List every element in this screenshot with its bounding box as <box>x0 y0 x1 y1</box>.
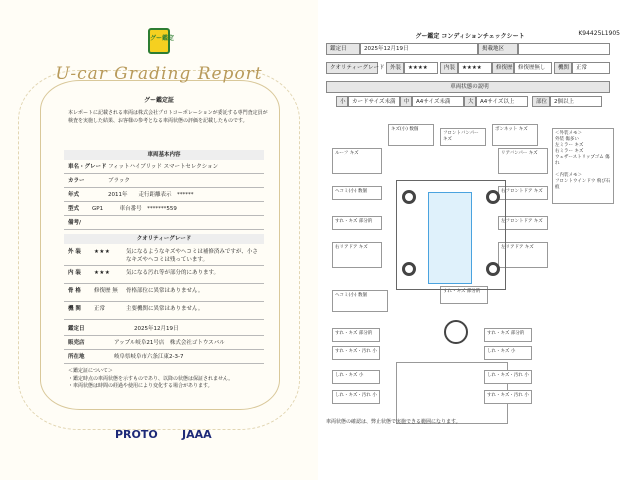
repair-status: 修復歴 無 <box>94 288 118 294</box>
row-value: GP1 車台番号 *******559 <box>92 206 177 212</box>
address-value: 岐阜県岐阜市六条江東2-3-7 <box>114 354 184 360</box>
size-s: 小 <box>336 96 348 107</box>
footer-notes: ＜鑑定証について＞ ・鑑定時点の車両状態を示すものであり、以降の状態は保証されません。 ・車両状態は時間の経過や使用により変化する場合があります。 <box>68 368 234 389</box>
star-rating: ★★★ <box>94 249 111 255</box>
row-value: フィットハイブリッド スマートセレクション <box>108 164 219 170</box>
parts-label: 部位 <box>532 96 550 107</box>
interior-note: しれ・キズ・汚れ 小 <box>332 390 380 404</box>
damage-note: すれ・キズ 部分的 <box>332 216 382 230</box>
engine-value: 正常 <box>572 62 610 74</box>
q-desc: 主要機関に異常はありません。 <box>126 306 204 312</box>
size-l: 大 <box>464 96 476 107</box>
date-label: 鑑定日 <box>68 326 85 332</box>
q-key: 外 装 <box>68 249 81 255</box>
int-label: 内装 <box>440 62 458 74</box>
row-shop <box>64 336 264 350</box>
engine-label: 機関 <box>554 62 572 74</box>
row-key: 型式 <box>68 206 80 212</box>
damage-note: フロントバンパー キズ <box>440 128 486 146</box>
damage-note: 右フロントドア キズ <box>498 186 548 200</box>
damage-note: ヘコミ(小) 数個 <box>332 186 382 200</box>
row-value: ブラック <box>108 178 130 184</box>
quality-frame <box>64 284 264 302</box>
area-value <box>518 43 610 55</box>
wheel-icon <box>486 190 500 204</box>
damage-note: 右リアドア キズ <box>332 242 382 268</box>
repair-label: 修復歴 <box>492 62 514 74</box>
row-value: 2011年 走行距離表示 ****** <box>108 192 194 198</box>
proto-logo: PROTO <box>115 428 158 441</box>
repair-value: 修復歴無し <box>514 62 552 74</box>
jaaa-logo: JAAA <box>182 428 212 441</box>
damage-note: ルーフ キズ <box>332 148 382 174</box>
area-label: 掲載地区 <box>478 43 518 55</box>
q-desc: 気になるようなキズやへコミは補修済みですが、小さなキズやヘコミは残っています。 <box>126 249 258 263</box>
int-stars: ★★★★ <box>458 62 492 74</box>
size-m: 中 <box>400 96 412 107</box>
report-subtitle: グー鑑定証 <box>143 97 174 104</box>
steering-wheel-icon <box>444 320 468 344</box>
condition-check-sheet <box>320 20 620 460</box>
q-key: 骨 格 <box>68 288 81 294</box>
q-desc: 骨格部位に異常はありません。 <box>126 288 204 294</box>
report-title: U-car Grading Report <box>55 64 263 84</box>
date-value: 2025年12月19日 <box>360 43 478 55</box>
intro-text: 本レポートに記載される車両は株式会社プロトコーポレーションが委託する専門査定員が検査を実施した結果、お客様の参考となる車両状態の評価を記載したものです。 <box>68 110 268 124</box>
wheel-icon <box>402 262 416 276</box>
engine-status: 正常 <box>94 306 106 312</box>
damage-note: ヘコミ(小) 数個 <box>332 290 388 312</box>
row-key: 年式 <box>68 192 80 198</box>
explain-header: 車両状態の説明 <box>326 81 610 93</box>
interior-note: すれ・キズ 部分的 <box>332 328 380 342</box>
shop-value: アップル岐阜21号店 株式会社ゴトウスバル <box>114 340 225 346</box>
size-m-desc: A4サイズ未満 <box>412 96 464 107</box>
size-s-desc: カードサイズ未満 <box>348 96 400 107</box>
row-year <box>64 188 264 202</box>
date-label: 鑑定日 <box>326 43 360 55</box>
grading-report-panel <box>0 0 318 480</box>
section-vehicle: 車両基本内容 <box>64 150 264 160</box>
date-value: 2025年12月19日 <box>134 326 179 332</box>
quality-engine <box>64 302 264 320</box>
sheet-header: グー鑑定 コンディションチェックシート <box>415 33 525 40</box>
section-quality: クオリティーグレード <box>64 234 264 244</box>
damage-note: 左リアドア キズ <box>498 242 548 268</box>
interior-note: すれ・キズ・汚れ 小 <box>332 346 380 360</box>
doc-number: K94425L1905 <box>578 30 620 37</box>
q-key: 機 関 <box>68 306 81 312</box>
row-key: 備考/ <box>68 220 82 226</box>
quality-exterior <box>64 246 264 266</box>
row-key: 車名・グレード <box>68 164 107 170</box>
row-model <box>64 202 264 216</box>
ext-stars: ★★★★ <box>404 62 438 74</box>
star-rating: ★★★ <box>94 270 111 276</box>
damage-note: リアバンパー キズ <box>498 148 548 174</box>
ext-label: 外装 <box>386 62 404 74</box>
logo-text: グー鑑定 <box>150 35 175 42</box>
parts-value: 2個以上 <box>550 96 602 107</box>
damage-note: キズ(小) 数個 <box>388 124 434 146</box>
size-l-desc: A4サイズ以上 <box>476 96 528 107</box>
wheel-icon <box>486 262 500 276</box>
shop-label: 販売店 <box>68 340 85 346</box>
damage-note: 左フロントドア キズ <box>498 216 548 230</box>
row-name <box>64 160 264 174</box>
damage-note: すれ・キズ 部分的 <box>440 286 488 304</box>
damage-note: ボンネット キズ <box>492 124 538 146</box>
interior-note: すれ・キズ・汚れ 小 <box>484 390 532 404</box>
wheel-icon <box>402 190 416 204</box>
address-label: 所在地 <box>68 354 85 360</box>
interior-note: すれ・キズ 部分的 <box>484 328 532 342</box>
row-key: カラー <box>68 178 85 184</box>
quality-interior <box>64 266 264 284</box>
car-cabin <box>428 192 472 284</box>
row-notes <box>64 216 264 230</box>
row-address <box>64 350 264 364</box>
bottom-note: 車両状態の確認は、弊止状態で実施できる範囲になります。 <box>326 419 461 425</box>
quality-label: クオリティーグレード <box>326 62 378 74</box>
interior-note: しれ・キズ 小 <box>484 346 532 360</box>
interior-note: しれ・キズ・汚れ 小 <box>484 370 532 384</box>
memo-box: ＜外装メモ＞ 外装 傷多い 左ミラー キズ 右ミラー キズ ウェザーストリップゴム 傷れ ＜内装メモ＞ フロントウインドウ 飛び石痕 <box>552 128 614 204</box>
row-date <box>64 322 264 336</box>
q-key: 内 装 <box>68 270 81 276</box>
q-desc: 気になる汚れ等が部分的にあります。 <box>126 270 220 276</box>
row-color <box>64 174 264 188</box>
interior-note: しれ・キズ 小 <box>332 370 380 384</box>
